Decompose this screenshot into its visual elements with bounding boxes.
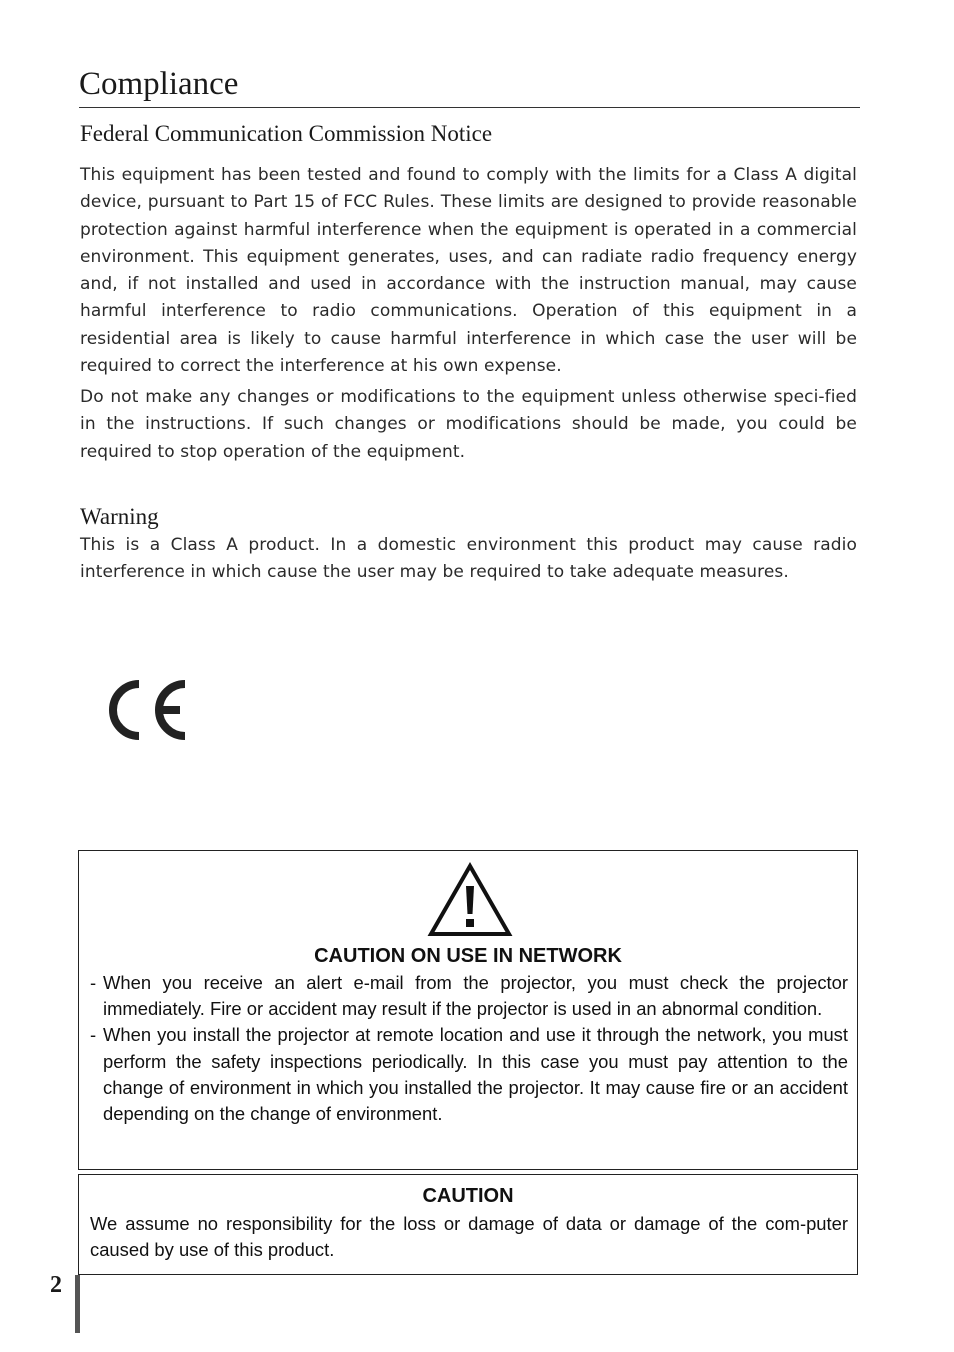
caution-heading: CAUTION	[422, 1185, 514, 1207]
list-item-text: When you receive an alert e-mail from the projector, you must check the projector immediately. Fire or accident may result if the projector is used in an abnormal condition.	[103, 972, 848, 1020]
caution-text: We assume no responsibility for the loss or damage of data or damage of the com-puter caused by use of this product.	[90, 1213, 848, 1261]
warning-triangle-icon	[427, 862, 513, 938]
network-caution-heading: CAUTION ON USE IN NETWORK	[314, 945, 622, 967]
title-divider	[79, 107, 860, 108]
fcc-paragraph-2: Do not make any changes or modifications to the equipment unless otherwise speci-fied in the instructions. If such changes or modifications should be made, you could be required to stop operation of the equipment.	[80, 387, 857, 462]
fcc-paragraph-1: This equipment has been tested and found to comply with the limits for a Class A digital device, pursuant to Part 15 of FCC Rules. These limits are designed to provide reasonable protection against harmful interference when the equipment is operated in a commercial environment. This equipment generates, uses, and can radiate radio frequency energy and, if not installed and used in accordance with the instruction manual, may cause harmful interference to radio communications. Operation of this equipment in a residential area is likely to cause harmful interference in which case the user will be required to correct the interference at his own expense.	[80, 165, 857, 377]
list-dash: -	[90, 1024, 97, 1046]
network-caution-box	[78, 850, 858, 1170]
warning-heading: Warning	[80, 504, 159, 529]
caution-box	[78, 1174, 858, 1275]
ce-mark-icon	[96, 676, 188, 744]
list-dash: -	[90, 972, 97, 993]
page-number: 2	[50, 1272, 62, 1298]
list-item-text: When you install the projector at remote location and use it through the network, you must perform the safety inspections periodically. In this case you must pay attention to the change of environment in which you installed the projector. It may cause fire or an accident depending on the change of environment.	[103, 1024, 848, 1125]
list-item	[90, 970, 848, 1022]
page-edge-bar	[75, 1275, 80, 1333]
network-caution-list	[90, 970, 848, 1127]
warning-text: This is a Class A product. In a domestic environment this product may cause radio interference in which cause the user may be required to take adequate measures.	[80, 535, 857, 583]
page-title: Compliance	[79, 66, 239, 102]
list-item	[90, 1022, 848, 1127]
fcc-heading: Federal Communication Commission Notice	[80, 121, 493, 146]
